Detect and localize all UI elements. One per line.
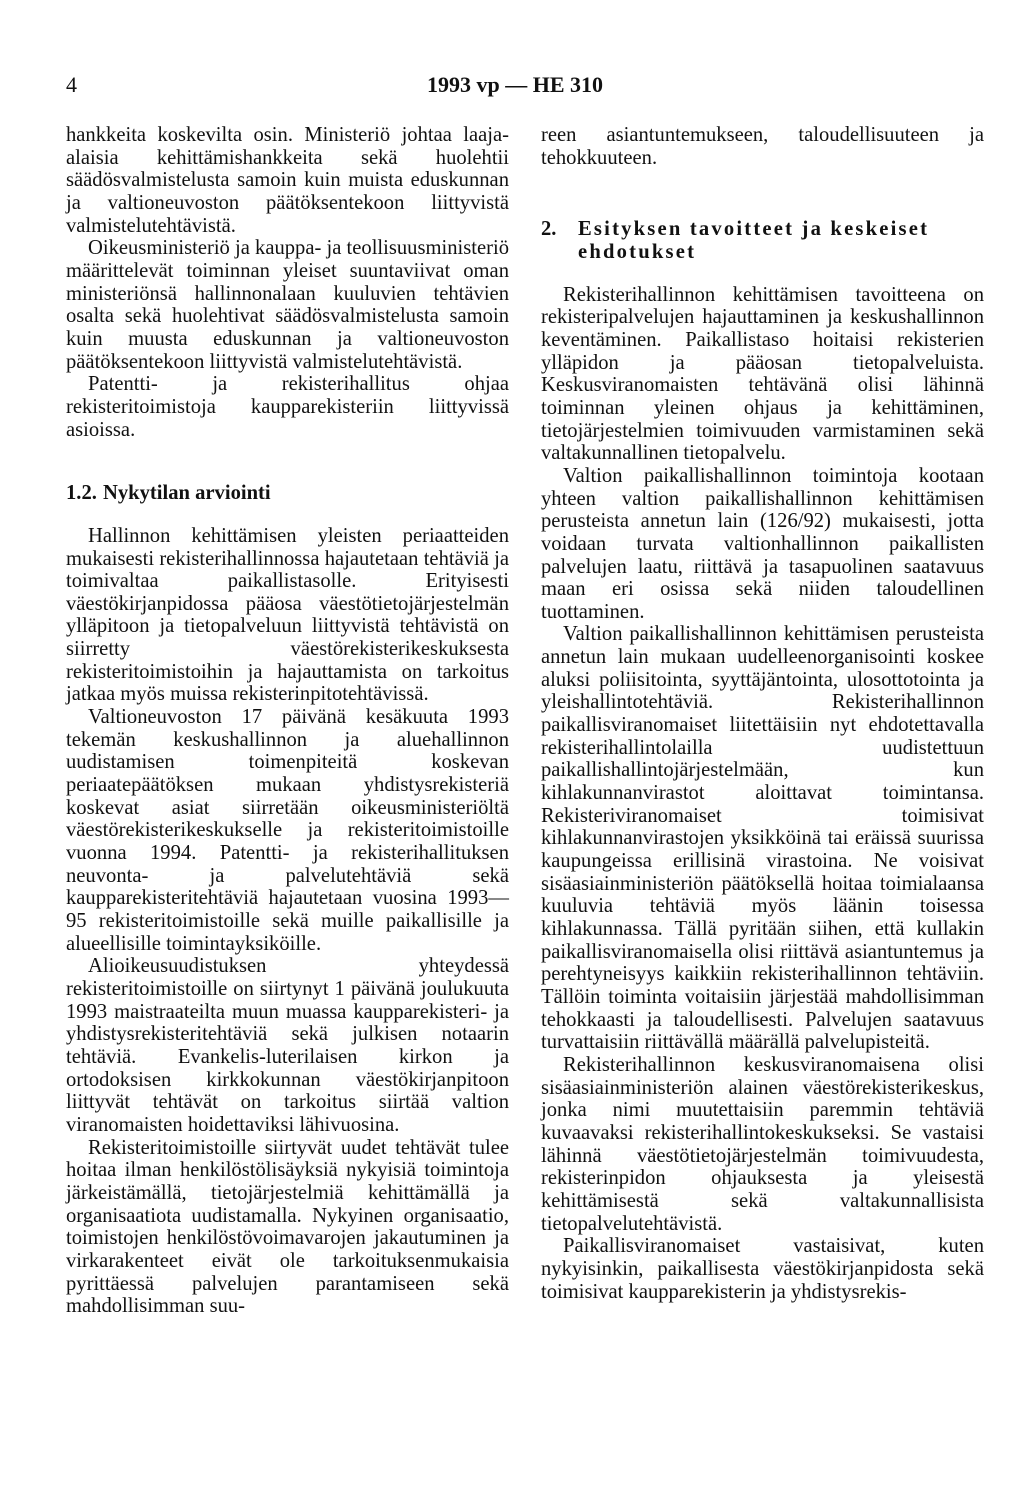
section-number: 2. [541, 218, 557, 241]
section-title: Nykytilan arviointi [103, 482, 271, 505]
paragraph: hankkeita koskevilta osin. Ministeriö johtaa laaja-alaisia kehittämishankkeita sekä huolehtii säädösvalmistelusta samoin kuin muista eduskunnan ja valtioneuvoston päätöksentekoon liittyvistä valmistelutehtävistä. [66, 124, 509, 237]
paragraph: Patentti- ja rekisterihallitus ohjaa rekisteritoimistoja kaupparekisteriin liittyvissä asioissa. [66, 373, 509, 441]
section-heading-1-2 [66, 482, 509, 505]
paragraph: Rekisterihallinnon keskusviranomaisena olisi sisäasiainministeriön alainen väestörekisterikeskus, jonka nimi muutettaisiin paremmin tehtäviä kuvaavaksi rekisterihallintokeskukseksi. Se vastaisi lähinnä väestötietojärjestelmän toimivuudesta, rekisterinpidon ohjauksesta ja yleisestä kehittämisestä sekä valtakunnallisista tietopalvelutehtävistä. [541, 1053, 984, 1235]
paragraph: Paikallisviranomaiset vastaisivat, kuten nykyisinkin, paikallisesta väestökirjanpidosta sekä toimisivat kaupparekisterin ja yhdistysrekis- [541, 1235, 984, 1303]
paragraph: Hallinnon kehittämisen yleisten periaatteiden mukaisesti rekisterihallinnossa hajautetaan tehtäviä ja toimivaltaa paikallistasolle. Erityisesti väestökirjanpidossa pääosa väestötietojärjestelmän ylläpitoon ja tietopalveluun liittyvistä tehtävistä on siirretty väestörekisterikeskuksesta rekisteritoimistoihin ja hajauttamista on tarkoitus jatkaa myös muissa rekisterinpitotehtävissä. [66, 524, 509, 706]
paragraph: Valtioneuvoston 17 päivänä kesäkuuta 1993 tekemän keskushallinnon ja aluehallinnon uudistamisen toimenpiteitä koskevan periaatepäätöksen mukaan yhdistysrekisteriä koskevat asiat siirretään oikeusministeriöltä väestörekisterikeskukselle ja rekisteritoimistoille vuonna 1994. Patentti- ja rekisterihallituksen neuvonta- ja palvelutehtäviä sekä kaupparekisteritehtäviä hajautetaan vuosina 1993—95 rekisteritoimistoille sekä muille paikallisille ja alueellisille toimintayksiköille. [66, 706, 509, 955]
paragraph: Oikeusministeriö ja kauppa- ja teollisuusministeriö määrittelevät toiminnan yleiset suuntaviivat oman ministeriönsä hallinnonalaan kuuluvien tehtävien osalta sekä huolehtivat säädösvalmistelusta samoin kuin muusta eduskunnan ja valtioneuvoston päätöksentekoon liittyvistä valmistelutehtävistä. [66, 237, 509, 373]
paragraph: Valtion paikallishallinnon toimintoja kootaan yhteen valtion paikallishallinnon kehittämisen perusteista annetun lain (126/92) mukaisesti, jotta voidaan turvata valtionhallinnon paikallisten palvelujen laatu, riittävä ja tasapuolinen saatavuus maan eri osissa sekä niiden taloudellinen tuottaminen. [541, 464, 984, 623]
running-head: 1993 vp — HE 310 [427, 72, 604, 97]
paragraph: Rekisterihallinnon kehittämisen tavoitteena on rekisteripalvelujen hajauttaminen ja keskushallinnon keventäminen. Paikallistaso hoitaisi rekisterien ylläpidon ja pääosan tietopalveluista. Keskusviranomaisten tehtävänä olisi lähinnä toiminnan yleinen ohjaus ja kehittäminen, tietojärjestelmien toimivuuden varmistaminen sekä valtakunnallinen tietopalvelu. [541, 283, 984, 465]
left-column [66, 124, 509, 1318]
paragraph: Rekisteritoimistoille siirtyvät uudet tehtävät tulee hoitaa ilman henkilöstölisäyksiä nykyisiä toimintoja järkeistämällä, tietojärjestelmiä kehittämällä ja organisaatiota uudistamalla. Nykyinen organisaatio, toimistojen henkilöstövoimavarojen jakautuminen ja virkarakenteet eivät ole tarkoituksenmukaisia pyrittäessä palvelujen parantamiseen sekä mahdollisimman suu- [66, 1136, 509, 1318]
section-number: 1.2. [66, 482, 97, 505]
section-title-line1: Esityksen tavoitteet ja keskeiset [578, 218, 930, 241]
section-title-line2: ehdotukset [578, 240, 697, 263]
paragraph: reen asiantuntemukseen, taloudellisuuteen ja tehokkuuteen. [541, 124, 984, 169]
section-heading-2 [541, 218, 984, 263]
paragraph: Valtion paikallishallinnon kehittämisen perusteista annetun lain mukaan uudelleenorganisointi koskee aluksi poliisitointa, syyttäjäntointa, ulosottotointa ja yleishallintotehtäviä. Rekisterihallinnon paikallisviranomaiset liitettäisiin nyt ehdotettavalla rekisterihallintolailla uudistettuun paikallishallintojärjestelmään, kun kihlakunnanvirastot aloittavat toimintansa. Rekisteriviranomaiset toimisivat kihlakunnanvirastojen yksikköinä tai eräissä suurissa kaupungeissa erillisinä virastoina. Ne voisivat sisäasiainministeriön päätöksellä hoitaa toimialaansa kuuluvia tehtäviä myös läänin toisessa kihlakunnassa. Tällä pyritään siihen, että kullakin paikallisviranomaisella olisi riittävä asiantuntemus ja perehtyneisyys kaikkiin rekisterihallinnon tehtäviin. Tällöin toiminta voitaisiin järjestää mahdollisimman tehokkaasti ja taloudellisesti. Palvelujen saatavuus turvattaisiin riittävällä määrällä palvelupisteitä. [541, 623, 984, 1054]
right-column [541, 124, 984, 1303]
page-number: 4 [66, 72, 77, 97]
paragraph: Alioikeusuudistuksen yhteydessä rekisteritoimistoille on siirtynyt 1 päivänä joulukuuta 1993 maistraateilta muun muassa kaupparekisteri- ja yhdistysrekisteritehtäviä sekä julkisen notaarin tehtäviä. Evankelis-luterilaisen kirkon ja ortodoksisen kirkkokunnan väestökirjanpitoon liittyvät tehtävät on tarkoitus siirtää valtion viranomaisten hoidettaviksi lähivuosina. [66, 955, 509, 1136]
